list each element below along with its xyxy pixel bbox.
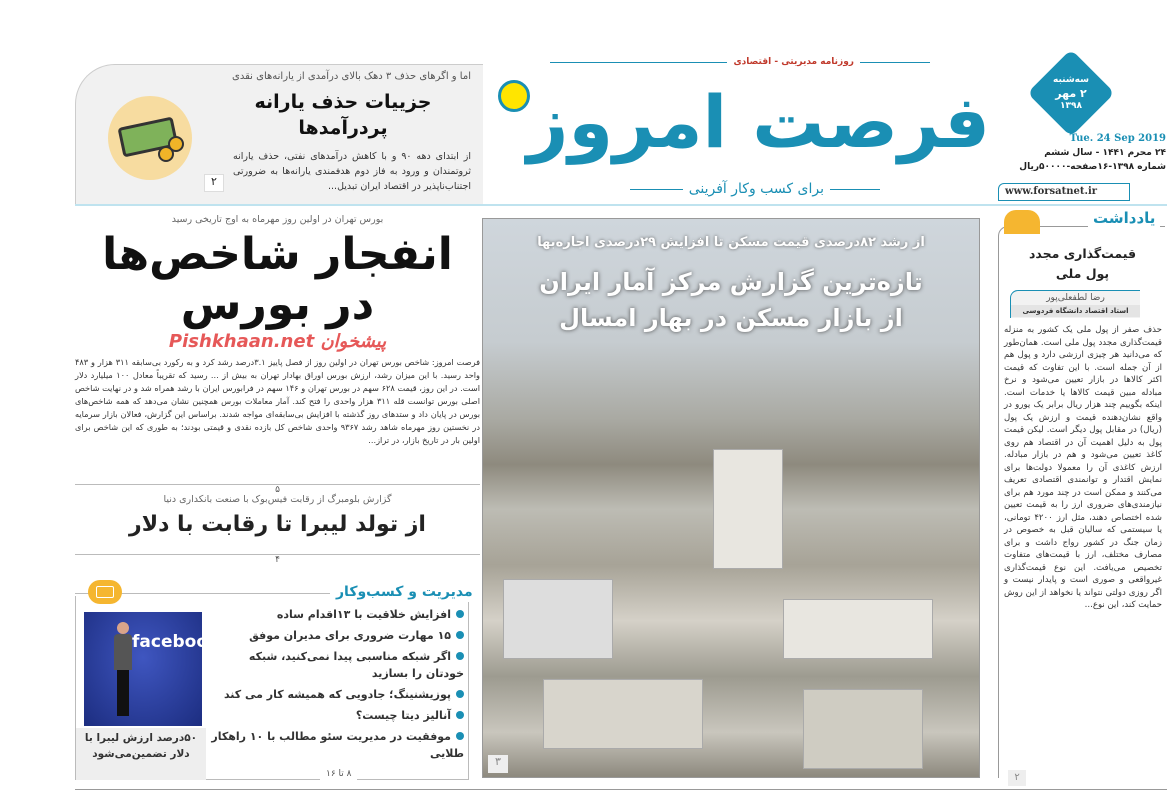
date-badge-text — [1040, 74, 1102, 113]
note-section-title: یادداشت — [1088, 208, 1160, 228]
note-headline-line: پول ملی — [1055, 266, 1110, 281]
masthead-tagline: برای کسب وکار آفرینی — [683, 180, 830, 198]
bullet-icon — [456, 690, 464, 698]
list-item-label: ۱۵ مهارت ضروری برای مدیران موفق — [249, 629, 451, 642]
list-item[interactable] — [210, 728, 464, 762]
photo-caption[interactable]: ۵۰درصد ارزش لیبرا با دلار تضمین‌می‌شود — [76, 728, 206, 780]
masthead-logo[interactable] — [490, 56, 990, 201]
bullet-icon — [456, 631, 464, 639]
teaser-headline-line: پردرآمدها — [298, 117, 388, 139]
bullet-icon — [456, 610, 464, 618]
libra-page-divider — [75, 554, 480, 566]
website-link[interactable]: www.forsatnet.ir — [998, 183, 1130, 201]
teaser-body: از ابتدای دهه ۹۰ و با کاهش درآمدهای نفتی، حذف یارانه ثروتمندان و ورود به فاز دوم هدفمندی یارانه‌ها به ضرورتی اجتناب‌ناپذیر در اقتصاد ایران تبدیل... — [233, 151, 471, 192]
libra-headline[interactable]: از تولد لیبرا تا رقابت با دلار — [129, 512, 426, 537]
author-name: رضا لطفعلی‌پور — [1046, 293, 1105, 303]
bullet-icon — [456, 652, 464, 660]
list-item[interactable] — [210, 648, 464, 682]
money-icon — [108, 96, 192, 180]
facebook-text: facebook — [132, 632, 220, 652]
lead-page-number[interactable]: ۵ — [267, 485, 288, 495]
issue-line: شماره ۱۳۹۸-۱۶صفحه-۵۰۰۰۰ریال — [1019, 162, 1166, 172]
issue-info — [988, 132, 1166, 174]
facebook-photo[interactable] — [84, 612, 220, 726]
briefcase-icon — [88, 580, 122, 604]
list-item-label: موفقیت در مدیریت سئو مطالب با ۱۰ راهکار طلایی — [211, 730, 464, 760]
teaser-headline[interactable] — [223, 89, 463, 141]
note-body: حذف صفر از پول ملی یک کشور به منزله قیمت‌گذاری مجدد پول ملی است. همان‌طور که می‌دانید هر چیزی ارزشی دارد و پول هم از آن جمله است. با این تفاوت که قیمت اکثر کالاها در بازار تعیین می‌شود و نرخ مبادله مبین قیمت کالاها یا خدمات است. اینکه بگوییم چند هزار ریال برابر یک یورو در واقع نشان‌دهنده قیمت و ارزش یک پول (ریال) در مقابل پول دیگر است. لیکن قیمت پول به دلیل اهمیت آن در اقتصاد هم روی کاغذ تعیین می‌شود و هم در بازار مبادله. ارزش کاغذی آن را معمولا دولت‌ها برای نمایش اقتدار و توانمندی اقتصادی تعریف می‌کنند و ممکن است در چند مورد هم برای نیازمندی‌های ضروری ارز را به قیمت تعیین شده اختصاص دهند، مثل ارز ۴۲۰۰ تومانی، یا سیستمی که سالیان قبل به خصوص در زمان جنگ در کشور رواج داشت و برای مصارف مختلف، ارز با قیمت‌های متفاوت تخصیص می‌یافت. این نوع قیمت‌گذاری غیرواقعی و صوری است و پایدار نیست و اگر روزی دولتی نتواند یا نخواهد از این روش حمایت کند، این نوع... — [1004, 325, 1162, 610]
libra-kicker: گزارش بلومبرگ از رقابت فیس‌بوک با صنعت بانکداری دنیا — [163, 494, 392, 505]
lead-body: فرصت امروز: شاخص بورس تهران در اولین روز از فصل پاییز ۳.۱درصد رشد کرد و به رکورد بی‌سابقه ۳۱۱ هزار و ۴۸۳ واحد رسید. با این میزان رشد، ارزش بورس اوراق بهادار تهران به بیش از ... رسید که تقریباً معادل ۱۰۰ میلیارد دلار است. در این روز، قیمت ۶۲۸ سهم در بورس تهران و ۱۴۶ سهم در فرابورس ایران با رشد همراه شد و در نهایت شاخص اصلی بورس توانست قله ۳۱۱ هزار واحدی را فتح کند. آمار معاملات بورس همچنین نشان می‌دهد که همه شاخص‌های بورس در پایان داد و ستدهای روز گذشته با افزایش بی‌سابقه‌ای مواجه شدند. براساس این گزارش، فعالان بازار سرمایه در نخستین روز مهرماه شاهد رشد ۹۳۶۷ واحدی شاخص کل بازده نقدی و قیمتی بودند؛ به طوری که این شاخص برای اولین بار در تاریخ بازار، در تراز... — [75, 357, 481, 445]
list-item-label: آنالیز دیتا چیست؟ — [355, 709, 451, 722]
photo-headline-line: از بازار مسکن در بهار امسال — [559, 304, 903, 332]
list-item[interactable] — [210, 686, 464, 703]
list-item[interactable] — [210, 606, 464, 623]
sun-icon — [498, 80, 530, 112]
teaser-page-number[interactable]: ۲ — [204, 174, 224, 192]
lead-headline[interactable]: انفجار شاخص‌ها — [102, 229, 453, 280]
bottom-divider — [75, 789, 1167, 790]
management-list — [210, 606, 464, 766]
management-title: مدیریت و کسب‌وکار — [330, 582, 479, 602]
watermark: پیشخوان Pishkhaan.net — [168, 331, 387, 352]
management-pages[interactable]: ۸ تا ۱۶ — [320, 768, 357, 780]
note-headline-line: قیمت‌گذاری مجدد — [1028, 246, 1137, 261]
list-item-label: افزایش خلاقیت با ۱۳اقدام ساده — [276, 608, 451, 621]
teaser-kicker: اما و اگرهای حذف ۳ دهک بالای درآمدی از یارانه‌های نقدی — [232, 71, 471, 82]
list-item-label: اگر شبکه مناسبی پیدا نمی‌کنید، شبکه خودتان را بسازید — [248, 650, 464, 680]
date-en: Tue. 24 Sep 2019 — [1069, 133, 1166, 144]
list-item-label: پوزیشنینگ؛ جادویی که همیشه کار می کند — [223, 688, 451, 701]
bullet-icon — [456, 711, 464, 719]
header-divider — [75, 204, 1167, 206]
libra-page-number[interactable]: ۴ — [267, 555, 288, 565]
list-item[interactable] — [210, 707, 464, 724]
hijri-date: ۲۴ محرم ۱۴۴۱ - سال ششم — [1044, 148, 1166, 158]
note-page-number[interactable]: ۲ — [1008, 770, 1026, 786]
bullet-icon — [456, 732, 464, 740]
masthead-subtitle: روزنامه مدیریتی - اقتصادی — [727, 56, 860, 68]
note-headline[interactable] — [1000, 244, 1165, 284]
masthead-name: فرصت امروز — [526, 80, 990, 164]
weekday: سه‌شنبه — [1053, 75, 1089, 85]
pen-icon — [1004, 210, 1040, 234]
photo-headline-line: تازه‌ترین گزارش مرکز آمار ایران — [539, 268, 923, 296]
lead-kicker: بورس تهران در اولین روز مهرماه به اوج تاریخی رسید — [171, 214, 384, 225]
teaser-headline-line: جزییات حذف یارانه — [254, 91, 432, 113]
person-figure — [114, 622, 132, 722]
photo-page-number[interactable]: ۳ — [488, 755, 508, 773]
author-box — [1010, 290, 1140, 318]
year: ۱۳۹۸ — [1060, 101, 1082, 111]
lead-headline-2[interactable]: در بورس — [180, 279, 375, 330]
list-item[interactable] — [210, 627, 464, 644]
photo-kicker: از رشد ۸۲درصدی قیمت مسکن تا افزایش ۲۹درصدی اجاره‌بها — [537, 235, 925, 250]
photo-headline[interactable] — [482, 264, 980, 336]
day-month: ۲ مهر — [1055, 87, 1087, 100]
author-role: استاد اقتصاد دانشگاه فردوسی — [1011, 305, 1140, 317]
